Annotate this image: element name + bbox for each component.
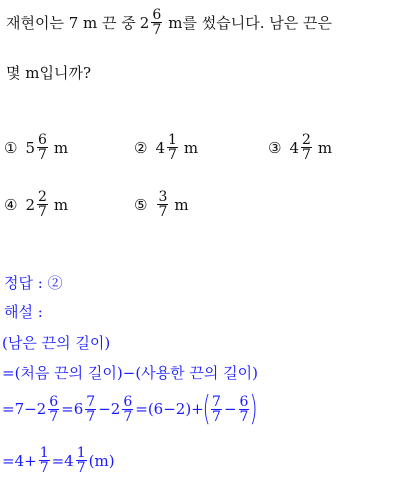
equation-term: =6	[61, 400, 84, 418]
option-unit: m	[174, 195, 189, 214]
option-unit: m	[53, 138, 69, 157]
fraction-denominator: 7	[152, 22, 162, 38]
option-marker: ①	[4, 138, 18, 157]
option-fraction	[157, 190, 168, 219]
fraction	[151, 8, 162, 37]
option-unit: m	[183, 138, 199, 157]
fraction-denominator: 7	[39, 460, 49, 476]
left-paren: (	[202, 389, 211, 429]
equation-term: =4	[51, 451, 74, 470]
equation-fraction	[122, 395, 133, 424]
equation-fraction	[48, 395, 59, 424]
option-3[interactable]	[268, 133, 332, 162]
option-4[interactable]	[4, 190, 68, 219]
option-fraction	[167, 133, 178, 162]
fraction-numerator: 6	[123, 393, 133, 410]
fraction-numerator: 6	[239, 393, 249, 410]
equation-term: =(6−2)+	[135, 400, 204, 418]
fraction-numerator: 6	[49, 393, 59, 410]
equation-term: (m)	[88, 451, 115, 470]
fraction-numerator: 3	[158, 189, 168, 205]
solution-equation-1	[2, 389, 259, 429]
fraction-denominator: 7	[38, 147, 47, 163]
equation-term: −2	[98, 400, 121, 418]
option-whole: 2	[25, 195, 35, 214]
option-marker: ③	[268, 138, 282, 157]
fraction-numerator: 1	[168, 132, 177, 148]
explanation-label: 해설 :	[4, 303, 43, 321]
option-fraction	[301, 133, 312, 162]
mixed-number-whole: 2	[139, 13, 150, 32]
fraction-numerator: 1	[39, 445, 49, 461]
fraction-denominator: 7	[86, 408, 96, 425]
equation-fraction	[76, 446, 87, 475]
solution-line-2: =(처음 끈의 길이)−(사용한 끈의 길이)	[2, 364, 258, 382]
option-marker: ②	[134, 138, 148, 157]
fraction-denominator: 7	[76, 460, 86, 476]
option-fraction	[37, 190, 48, 219]
question-sentence	[6, 8, 332, 37]
equation-term: =4+	[2, 451, 37, 470]
option-unit: m	[317, 138, 333, 157]
question-text-before: 재현이는 7 m 끈 중	[6, 13, 136, 32]
equation-fraction	[85, 395, 96, 424]
equation-term: =7−2	[2, 400, 47, 418]
fraction-denominator: 7	[123, 408, 133, 425]
fraction-numerator: 7	[212, 393, 221, 410]
fraction-denominator: 7	[158, 204, 168, 220]
fraction-denominator: 7	[302, 147, 311, 163]
fraction-numerator: 1	[76, 445, 86, 461]
option-fraction	[37, 133, 48, 162]
answer-label: 정답 : ②	[4, 274, 63, 292]
equation-fraction	[211, 395, 222, 424]
option-marker: ⑤	[134, 195, 148, 214]
equation-operator: −	[223, 400, 237, 418]
fraction-denominator: 7	[212, 408, 221, 425]
fraction-denominator: 7	[38, 204, 47, 220]
option-whole: 4	[289, 138, 299, 157]
solution-equation-2	[2, 446, 115, 475]
question-line-2: 몇 m입니까?	[6, 64, 91, 82]
option-2[interactable]	[134, 133, 198, 162]
fraction-numerator: 2	[302, 132, 311, 148]
fraction-numerator: 7	[86, 393, 96, 410]
equation-fraction	[39, 446, 50, 475]
question-text-after: m를 썼습니다. 남은 끈은	[168, 13, 332, 32]
option-1[interactable]	[4, 133, 68, 162]
option-whole: 5	[25, 138, 35, 157]
fraction-denominator: 7	[49, 408, 59, 425]
solution-line-1: (남은 끈의 길이)	[2, 334, 111, 352]
question-line-1	[6, 8, 332, 37]
right-paren: )	[250, 389, 259, 429]
fraction-numerator: 6	[152, 7, 162, 23]
fraction-numerator: 2	[38, 189, 47, 205]
option-whole: 4	[155, 138, 165, 157]
fraction-denominator: 7	[168, 147, 177, 163]
fraction-numerator: 6	[38, 132, 47, 148]
option-5[interactable]	[134, 190, 189, 219]
fraction-denominator: 7	[239, 408, 249, 425]
option-marker: ④	[4, 195, 18, 214]
equation-fraction	[239, 395, 250, 424]
option-unit: m	[53, 195, 69, 214]
